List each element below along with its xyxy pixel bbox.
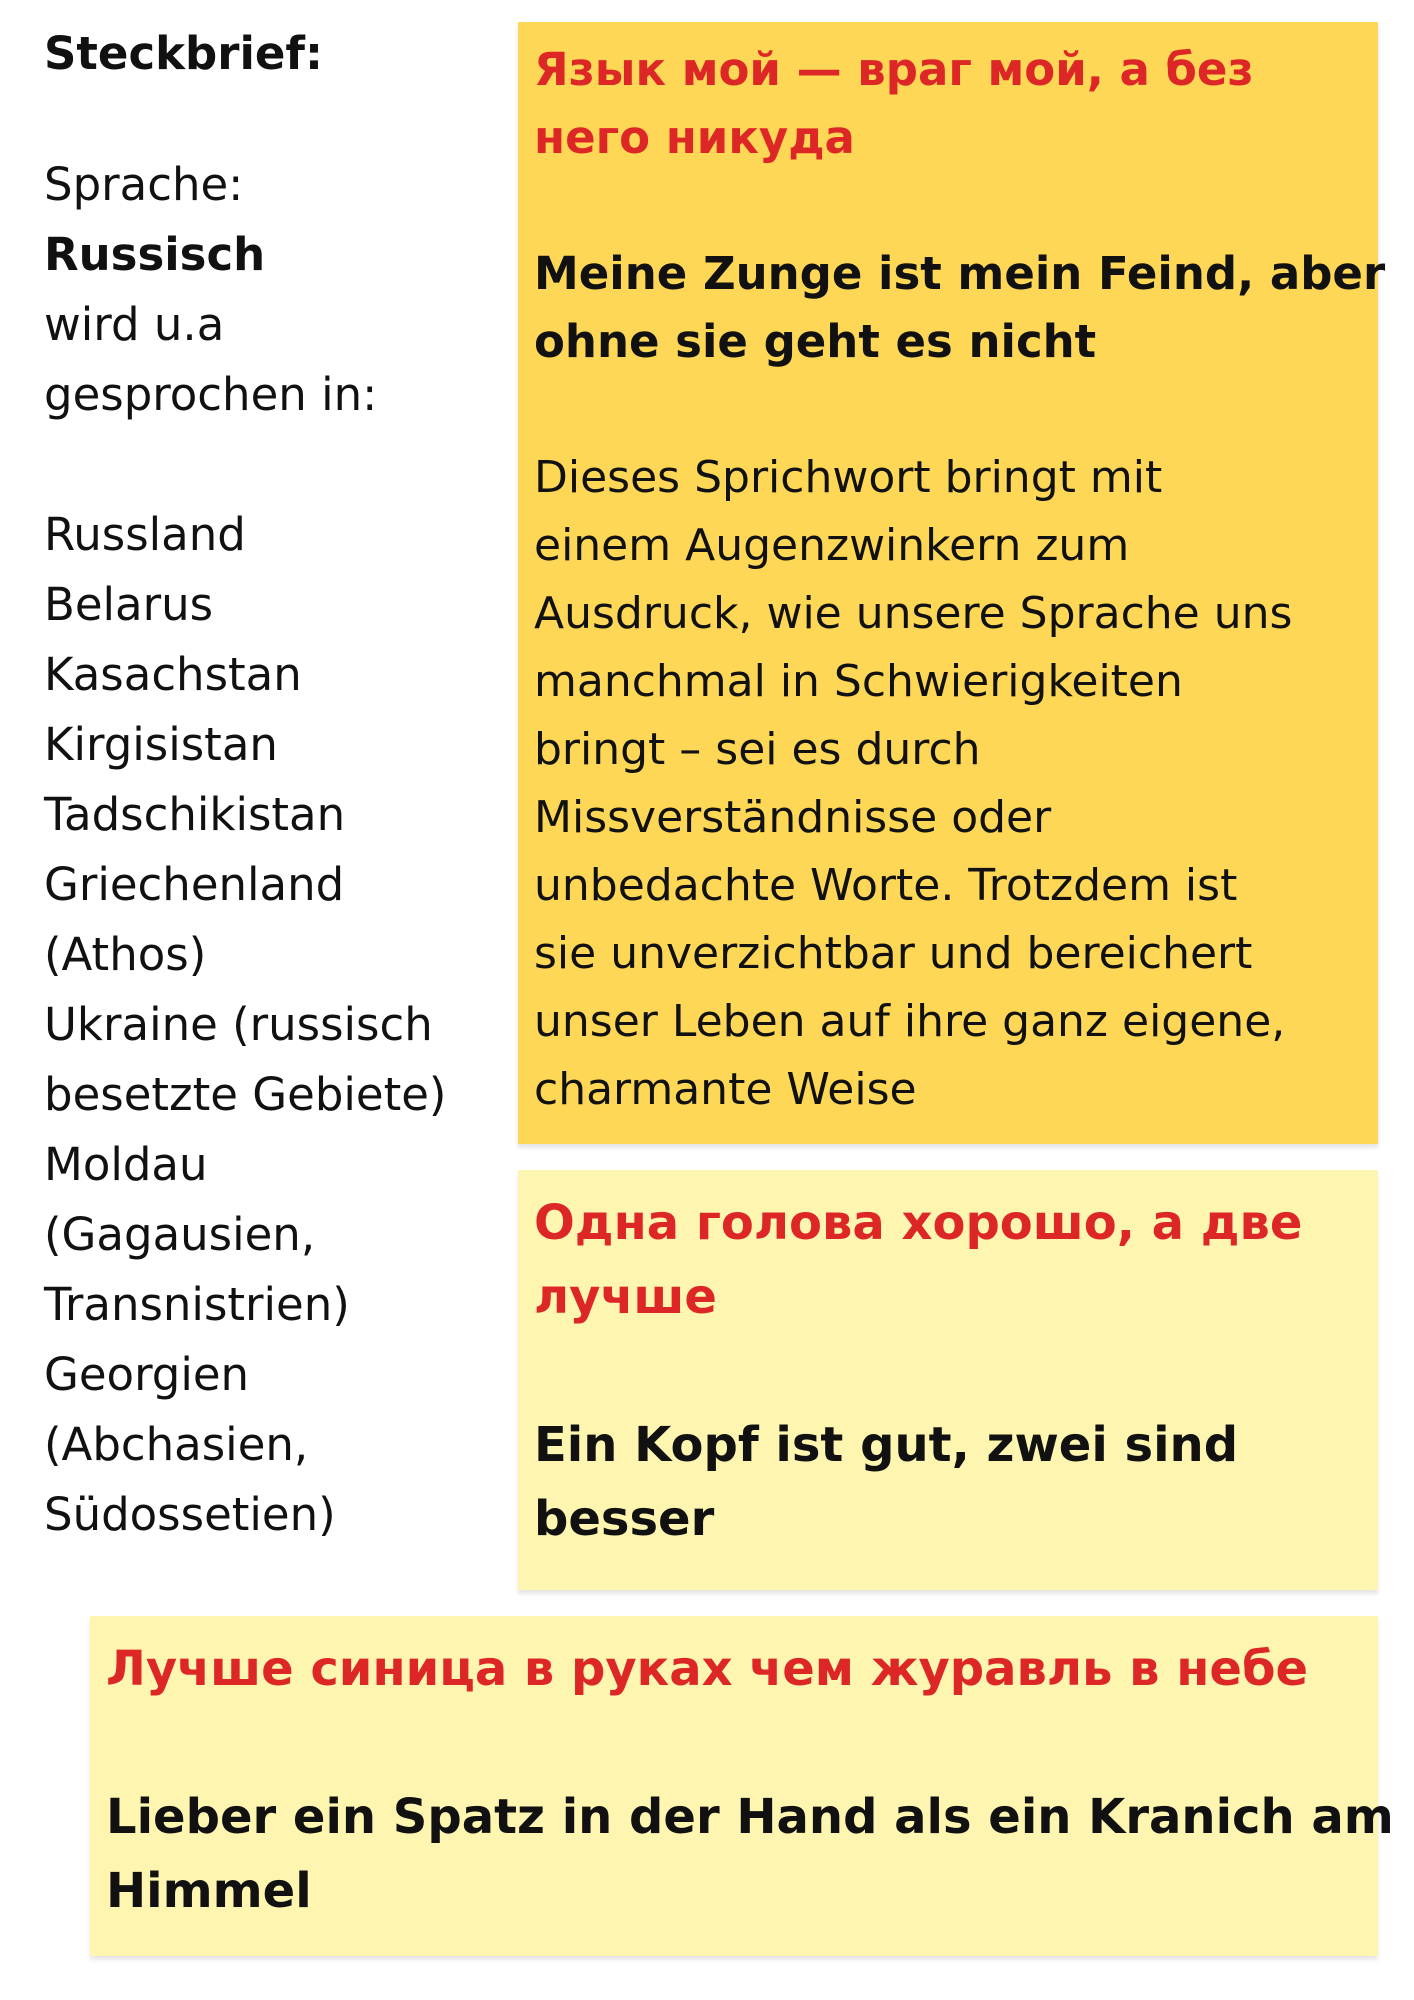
country-item: Kirgisistan <box>44 718 278 771</box>
country-item: (Gagausien, <box>44 1208 316 1261</box>
proverb-russian: него никуда <box>534 111 855 164</box>
proverb-explanation: Ausdruck, wie unsere Sprache uns <box>534 588 1293 639</box>
proverb-explanation: unser Leben auf ihre ganz eigene, <box>534 996 1286 1047</box>
fact-sheet <box>44 22 504 1550</box>
country-item: Ukraine (russisch <box>44 998 433 1051</box>
spacer <box>534 376 1364 444</box>
proverb-russian: лучше <box>534 1269 717 1325</box>
country-list <box>44 500 504 1550</box>
proverb-russian: Одна голова хорошо, а две <box>534 1195 1303 1251</box>
proverb-german: Meine Zunge ist mein Feind, aber <box>534 247 1386 300</box>
spacer <box>44 430 504 500</box>
proverb-russian: Язык мой — враг мой, а без <box>534 43 1254 96</box>
proverb-explanation: Dieses Sprichwort bringt mit <box>534 452 1163 503</box>
proverb-explanation: bringt – sei es durch <box>534 724 981 775</box>
country-item: Griechenland <box>44 858 345 911</box>
spacer <box>106 1706 1364 1780</box>
country-item: besetzte Gebiete) <box>44 1068 447 1121</box>
spacer <box>534 1334 1364 1408</box>
proverb-explanation: Missverständnisse oder <box>534 792 1052 843</box>
proverb-german: ohne sie geht es nicht <box>534 315 1097 368</box>
proverb-german: besser <box>534 1491 715 1547</box>
spoken-in-label-2: gesprochen in: <box>44 368 378 421</box>
proverb-russian: Лучше синица в руках чем журавль в небе <box>106 1641 1309 1697</box>
language-name: Russisch <box>44 228 266 281</box>
country-item: Moldau <box>44 1138 208 1191</box>
country-item: Belarus <box>44 578 214 631</box>
proverb-explanation: charmante Weise <box>534 1064 917 1115</box>
country-item: (Athos) <box>44 928 207 981</box>
country-item: Transnistrien) <box>44 1278 350 1331</box>
fact-sheet-heading: Steckbrief: <box>44 27 323 80</box>
language-label: Sprache: <box>44 158 244 211</box>
proverb-german: Lieber ein Spatz in der Hand als ein Kranich am <box>106 1789 1394 1845</box>
spacer <box>534 172 1364 240</box>
proverb-explanation: manchmal in Schwierigkeiten <box>534 656 1183 707</box>
country-item: Südossetien) <box>44 1488 336 1541</box>
spoken-in-label-1: wird u.a <box>44 298 225 351</box>
proverb-german: Himmel <box>106 1863 312 1919</box>
proverb-explanation: sie unverzichtbar und bereichert <box>534 928 1253 979</box>
proverb-german: Ein Kopf ist gut, zwei sind <box>534 1417 1239 1473</box>
country-item: Russland <box>44 508 246 561</box>
proverb-explanation: unbedachte Worte. Trotzdem ist <box>534 860 1238 911</box>
proverb-card-tongue <box>518 22 1386 1144</box>
proverb-card-heads <box>518 1170 1378 1590</box>
country-item: Georgien <box>44 1348 250 1401</box>
proverb-card-sparrow <box>90 1616 1394 1956</box>
country-item: Kasachstan <box>44 648 302 701</box>
country-item: Tadschikistan <box>44 788 346 841</box>
proverb-explanation: einem Augenzwinkern zum <box>534 520 1130 571</box>
country-item: (Abchasien, <box>44 1418 309 1471</box>
